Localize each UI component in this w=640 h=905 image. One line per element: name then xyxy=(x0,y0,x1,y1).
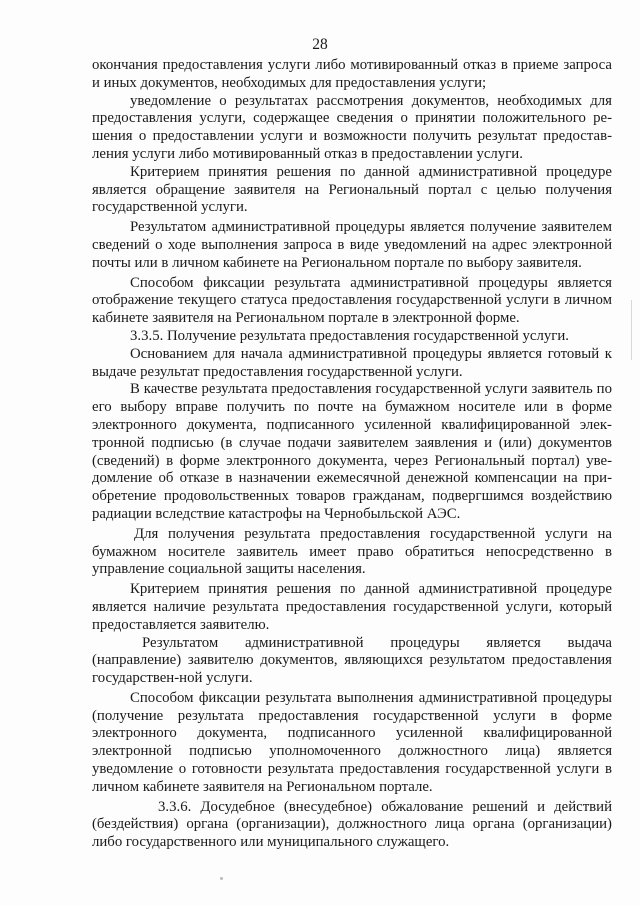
paragraph: Для получения результата предоставления государственной услуги на бумажном носителе заявитель имеет право обратиться непосредственно в управление социальной защиты населения. xyxy=(92,525,612,578)
paragraph: Результатом административной процедуры является выдача (направление) заявителю документов, являющихся результатом предоставления государствен-ной услуги. xyxy=(92,634,612,687)
paragraph: уведомление о результатах рассмотрения документов, необходимых для предоставления услуги, содержащее сведения о принятии положительного ре-шения о предоставлении услуги и возможности получить результат предостав-ления услуги либо мотивированный отказ в предоставлении услуги. xyxy=(92,92,612,162)
page-number: 28 xyxy=(312,36,328,53)
paragraph: окончания предоставления услуги либо мотивированный отказ в приеме запроса и иных документов, необходимых для предоставления услуги; xyxy=(92,57,612,91)
paragraph: Способом фиксации результата выполнения административной процедуры (получение результата предоставления государственной услуги в форме электронного документа, подписанного усиленной квалифицированной электронной подписью уполномоченного должностного лица) является уведомление о готовности результата предоставления государственной услуги в личном кабинете заявителя на Региональном портале. xyxy=(92,689,612,795)
paragraph: Критерием принятия решения по данной административной процедуре является обращение заявителя на Региональный портал с целью получения государственной услуги. xyxy=(92,163,612,216)
scan-speck xyxy=(220,877,223,880)
document-body xyxy=(92,57,612,852)
paragraph: 3.3.6. Досудебное (внесудебное) обжалование решений и действий (бездействия) органа (организации), должностного лица органа (организации) либо государственного или муниципального служащего. xyxy=(92,798,612,851)
paragraph: Критерием принятия решения по данной административной процедуре является наличие результата предоставления государственной услуги, который предоставляется заявителю. xyxy=(92,581,612,633)
paragraph: Основанием для начала административной процедуры является готовый к выдаче результат предоставления государственной услуги. xyxy=(92,345,612,380)
scan-edge-mark xyxy=(631,300,632,360)
paragraph: В качестве результата предоставления государственной услуги заявитель по его выбору вправе получить по почте на бумажном носителе или в форме электронного документа, подписанного усиленной квалифицированной элек-тронной подписью (в случае подачи заявителем заявления и (или) документов (сведений) в форме электронного документа, через Региональный портал) уве-домление об отказе в назначении ежемесячной денежной компенсации на при-обретение продовольственных товаров гражданам, подвергшимся воздействию радиации вследствие катастрофы на Чернобыльской АЭС. xyxy=(92,381,612,522)
paragraph: Способом фиксации результата административной процедуры является отображение текущего статуса предоставления государственной услуги в личном кабинете заявителя на Региональном портале в электронной форме. xyxy=(92,274,612,327)
paragraph: 3.3.5. Получение результата предоставления государственной услуги. xyxy=(130,327,569,344)
paragraph: Результатом административной процедуры является получение заявителем сведений о ходе выполнения запроса в виде уведомлений на адрес электронной почты или в личном кабинете на Региональном портале по выбору заявителя. xyxy=(92,219,612,271)
